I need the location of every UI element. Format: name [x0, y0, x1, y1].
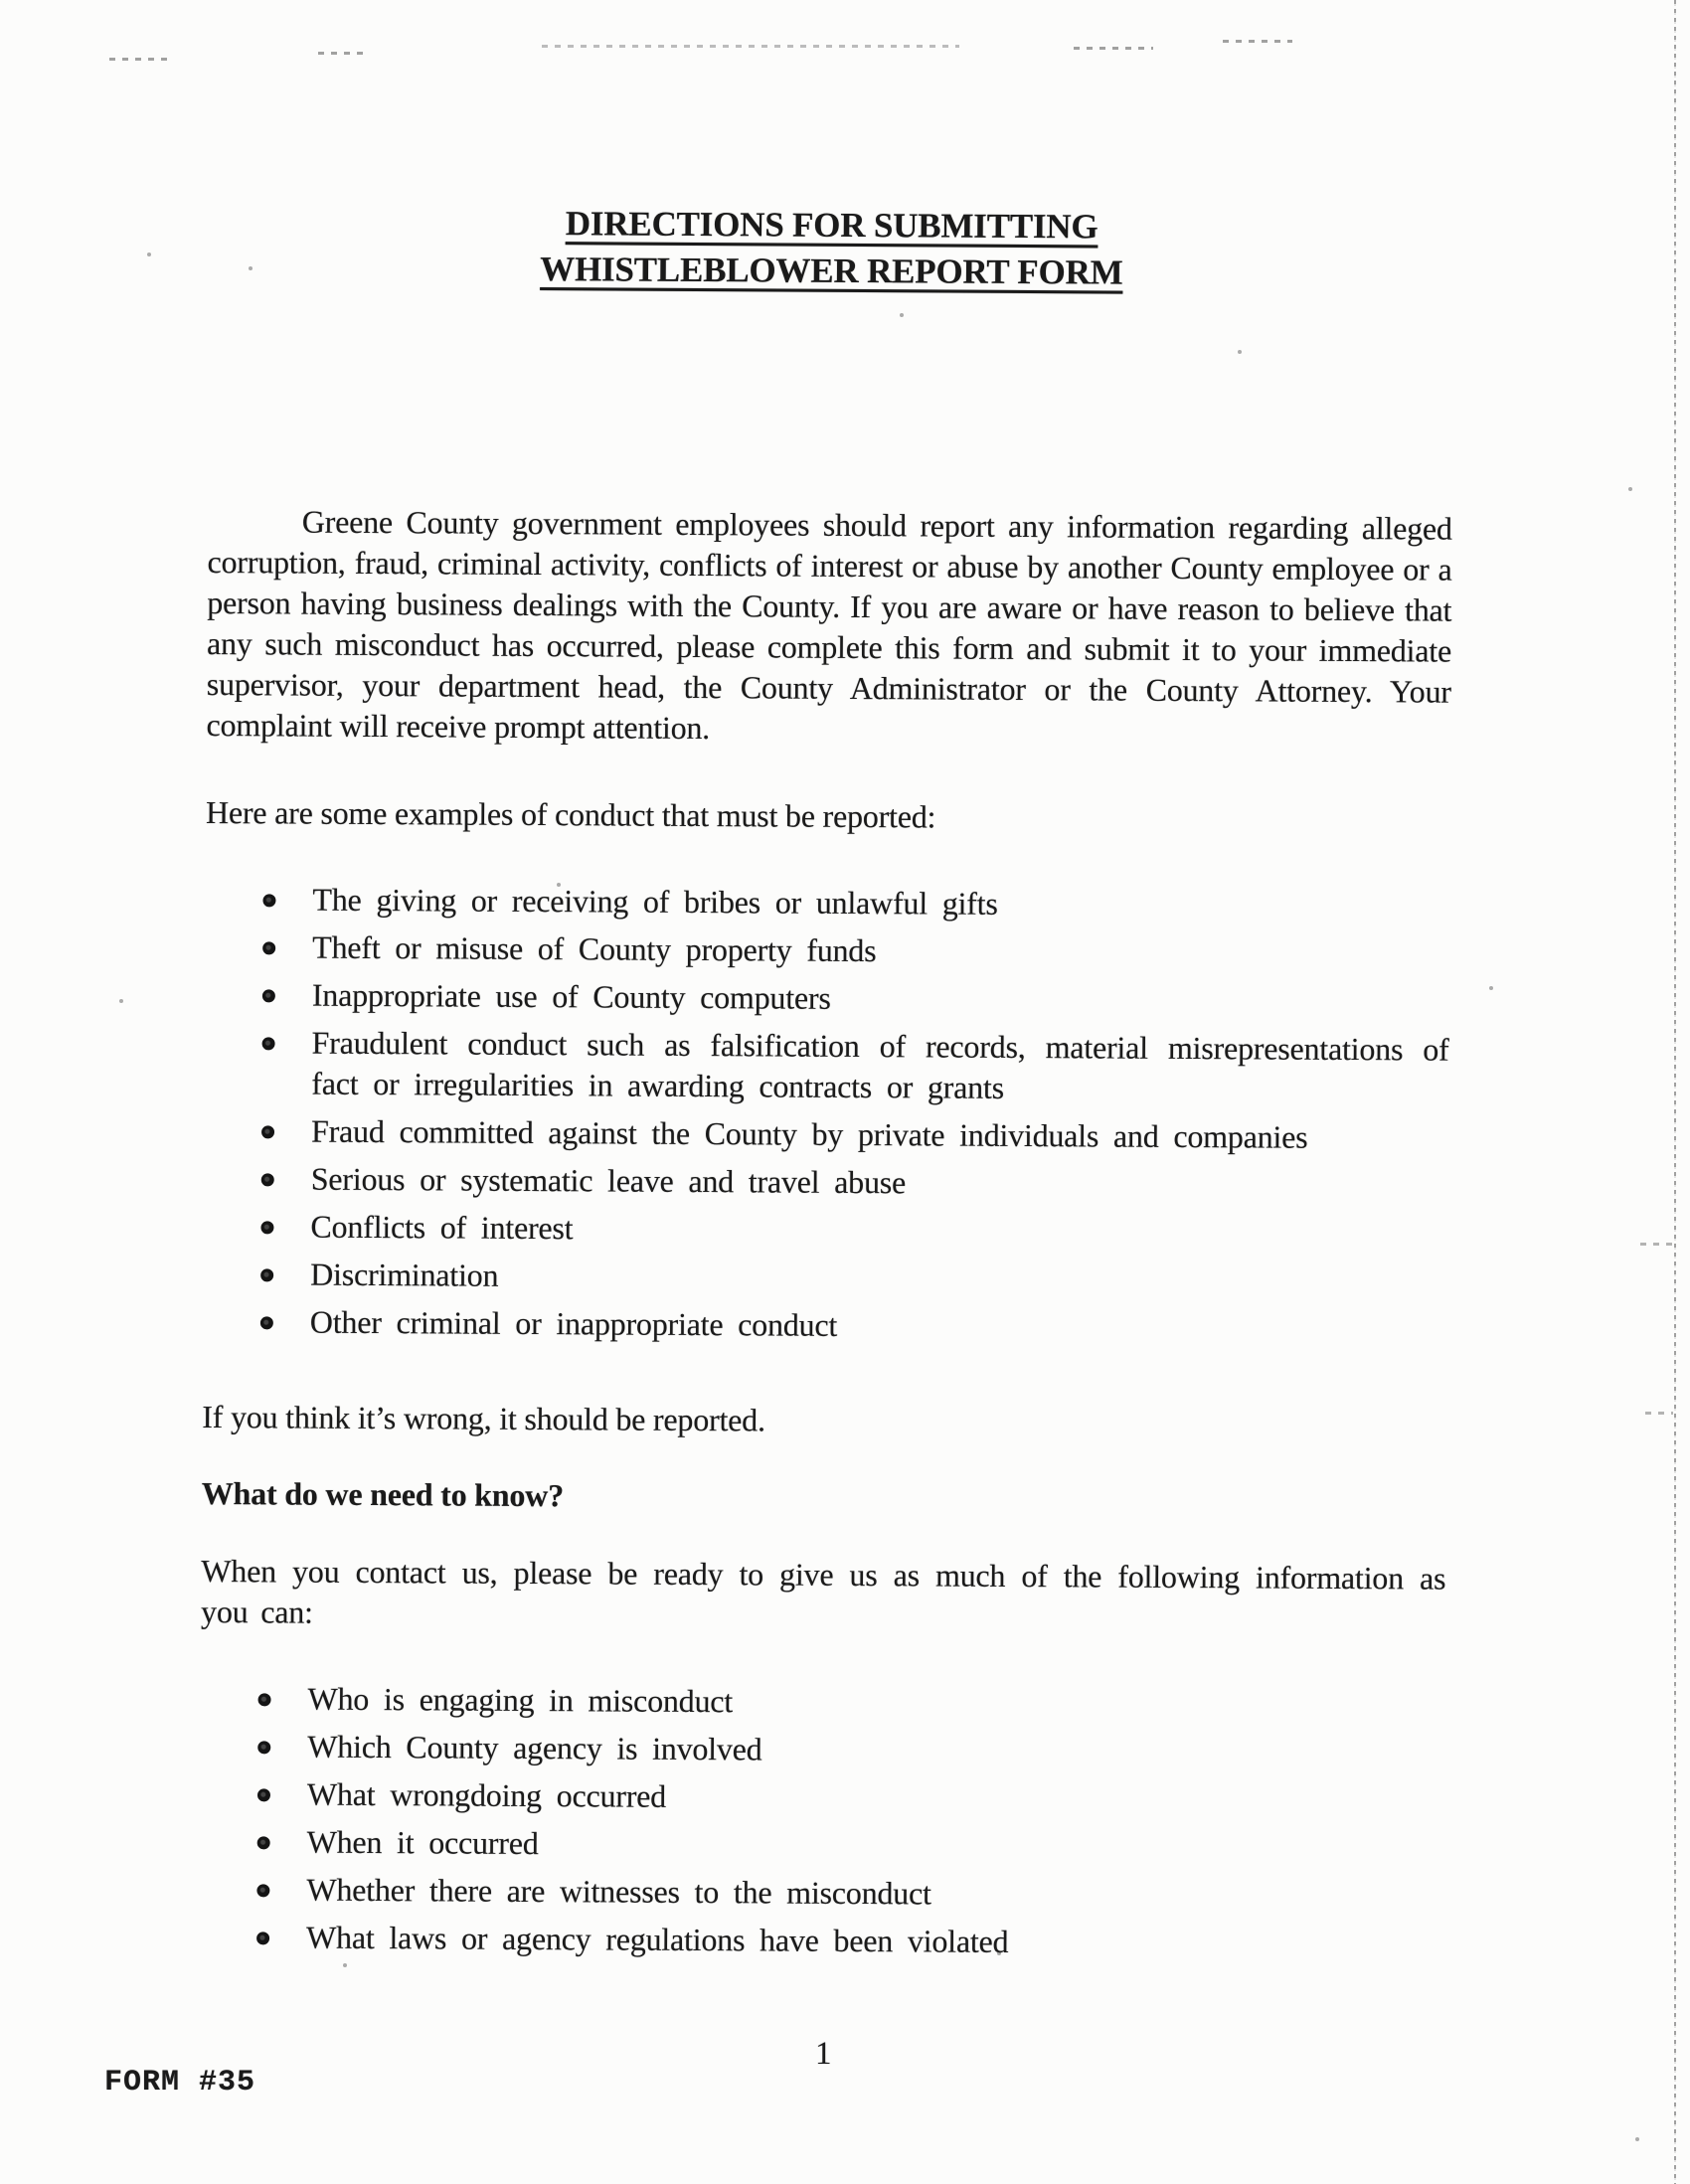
list-item — [200, 1726, 1444, 1774]
examples-intro-line: Here are some examples of conduct that must be reported: — [205, 793, 936, 835]
list-item-text: Fraud committed against the County by private individuals and companies — [310, 1112, 1308, 1155]
list-item — [204, 1110, 1448, 1159]
list-item-text: Who is engaging in misconduct — [307, 1680, 734, 1720]
list-item-text: Whether there are witnesses to the misconduct — [306, 1871, 931, 1912]
bullet-icon — [256, 1884, 269, 1897]
list-item-text: Serious or systematic leave and travel abuse — [310, 1160, 907, 1201]
list-item — [203, 1206, 1447, 1255]
page-title — [209, 199, 1454, 298]
bullet-icon — [260, 1221, 273, 1234]
scan-artifact — [147, 252, 151, 256]
bullet-icon — [260, 1316, 273, 1329]
contact-paragraph: When you contact us, please be ready to give us as much of the following information as you can: — [200, 1552, 1446, 1630]
title-line-2: WHISTLEBLOWER REPORT FORM — [540, 250, 1123, 292]
list-item — [200, 1773, 1444, 1822]
list-item-text: Fraudulent conduct such as falsification of records, material misrepresentations of fact or irregularities in awarding contracts or grants — [311, 1024, 1449, 1105]
list-item-text: The giving or receiving of bribes or unlawful gifts — [312, 881, 998, 922]
list-item — [199, 1869, 1443, 1918]
document-content — [199, 0, 1455, 1972]
page-number: 1 — [815, 2036, 832, 2072]
bullet-icon — [256, 1932, 269, 1944]
info-list — [199, 1678, 1445, 1965]
list-item-text: Other criminal or inappropriate conduct — [309, 1303, 838, 1343]
scan-artifact — [119, 999, 123, 1003]
bullet-icon — [261, 1125, 274, 1138]
title-line-1: DIRECTIONS FOR SUBMITTING — [565, 204, 1098, 247]
bullet-icon — [262, 894, 275, 907]
scan-artifact — [1489, 986, 1493, 990]
list-item — [199, 1917, 1443, 1965]
list-item — [205, 879, 1449, 927]
bullet-icon — [262, 941, 275, 954]
scan-artifact — [1628, 487, 1632, 491]
bullet-icon — [262, 1037, 275, 1050]
bullet-icon — [260, 1268, 273, 1281]
list-item — [205, 974, 1449, 1023]
scan-artifact — [1635, 2137, 1639, 2141]
list-item — [200, 1678, 1444, 1727]
list-item-text: What laws or agency regulations have been violated — [305, 1919, 1009, 1959]
wrong-reported-line: If you think it’s wrong, it should be reported. — [202, 1398, 765, 1438]
form-number-label: FORM #35 — [104, 2066, 256, 2100]
scan-artifact — [1645, 1412, 1673, 1415]
scan-artifact — [1674, 0, 1676, 2184]
list-item-text: Conflicts of interest — [310, 1208, 574, 1247]
scan-artifact — [109, 58, 169, 61]
list-item — [204, 1022, 1448, 1111]
bullet-icon — [258, 1693, 271, 1706]
list-item-text: Theft or misuse of County property funds — [312, 928, 877, 969]
scan-artifact — [1640, 1243, 1674, 1246]
list-item — [204, 1158, 1448, 1207]
list-item — [203, 1301, 1447, 1350]
list-item — [203, 1254, 1447, 1302]
list-item-text: Which County agency is involved — [307, 1728, 762, 1767]
bullet-icon — [257, 1788, 270, 1801]
list-item — [200, 1821, 1444, 1870]
bullet-icon — [257, 1741, 270, 1754]
bullet-icon — [262, 989, 275, 1002]
list-item-text: When it occurred — [306, 1823, 539, 1862]
intro-paragraph: Greene County government employees should report any information regarding alleged corruption, fraud, criminal activity, conflicts of interest or abuse by another County employee or a person having business dealings with the County. If you are aware or have reason to believe that any such misconduct has occurred, please complete this form and submit it to your immediate supervisor, your department head, the County Administrator or the County Attorney. Your complaint will receive prompt attention. — [206, 503, 1452, 747]
bullet-icon — [257, 1836, 270, 1849]
need-to-know-heading: What do we need to know? — [201, 1474, 565, 1514]
bullet-icon — [261, 1173, 274, 1186]
list-item-text: Inappropriate use of County computers — [311, 976, 831, 1016]
list-item-text: Discrimination — [310, 1256, 499, 1293]
examples-list — [203, 879, 1450, 1350]
list-item — [205, 926, 1449, 975]
list-item-text: What wrongdoing occurred — [306, 1775, 667, 1814]
